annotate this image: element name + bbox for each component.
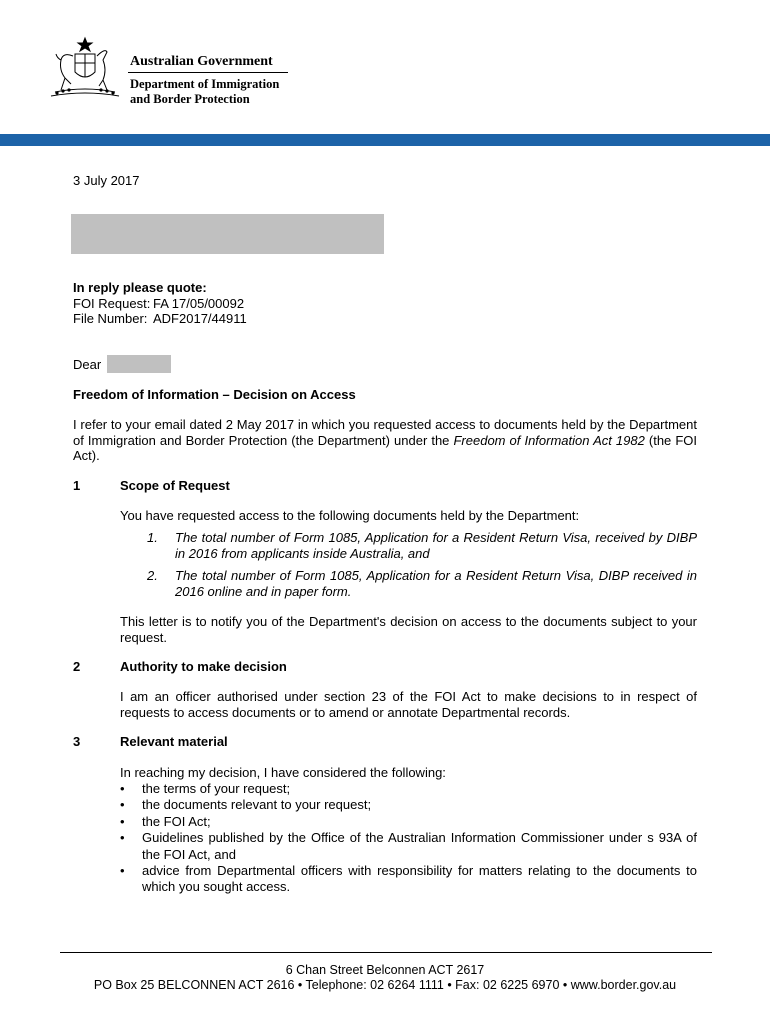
list-item: [120, 797, 697, 813]
section-2-title: Authority to make decision: [120, 659, 287, 674]
list-item: [120, 781, 697, 797]
bullet-icon: •: [120, 863, 125, 879]
request-item: [120, 568, 697, 599]
list-item: [120, 830, 697, 863]
relevant-material-list: [120, 781, 697, 896]
salutation: [73, 357, 101, 372]
coat-of-arms-icon: [45, 36, 125, 102]
letterhead-rule: [128, 72, 288, 73]
department-line-1: Department of Immigration: [130, 77, 280, 91]
list-item-text: the terms of your request;: [142, 781, 291, 796]
reply-heading: In reply please quote:: [73, 280, 207, 295]
request-item-number: 2.: [147, 568, 158, 584]
file-number-value: ADF2017/44911: [153, 311, 247, 327]
section-3-lead: In reaching my decision, I have considered the following:: [120, 765, 446, 780]
bullet-icon: •: [120, 781, 125, 796]
foi-request-label: FOI Request:: [73, 295, 151, 311]
redacted-name: [107, 355, 171, 373]
list-item-text: the documents relevant to your request;: [142, 797, 372, 813]
intro-text-2: (the FOI Act).: [73, 432, 698, 464]
foi-request-value: FA 17/05/00092: [153, 295, 245, 311]
list-item: [120, 863, 697, 896]
letter-subject: Freedom of Information – Decision on Access: [73, 387, 356, 402]
letter-date: 3 July 2017: [73, 173, 140, 188]
request-items: [120, 530, 697, 606]
request-item-number: 1.: [147, 530, 158, 545]
section-3-title: Relevant material: [120, 734, 228, 749]
section-2-body: I am an officer authorised under section 23 of the FOI Act to make decisions to in respect of requests to access documents or to amend or annotate Departmental records.: [120, 689, 697, 720]
foi-request-row: [73, 296, 247, 312]
intro-paragraph: [73, 417, 697, 464]
section-1-title: Scope of Request: [120, 478, 230, 493]
file-number-row: [73, 311, 247, 327]
department-line-2: and Border Protection: [130, 92, 250, 106]
department-name: [130, 77, 279, 107]
bullet-icon: •: [120, 797, 125, 813]
reply-reference: [73, 280, 247, 327]
list-item-text: the FOI Act;: [142, 813, 211, 829]
section-2-number: 2: [73, 659, 81, 674]
footer-rule: [60, 952, 712, 953]
act-name: Freedom of Information Act 1982: [453, 432, 645, 448]
footer-address: 6 Chan Street Belconnen ACT 2617: [285, 963, 485, 977]
salutation-text: Dear: [73, 357, 102, 372]
section-1-closing: This letter is to notify you of the Department's decision on access to the documents subject to your request.: [120, 614, 697, 645]
intro-text-1: I refer to your email dated 2 May 2017 in which you requested access to documents held by the Department of Immigration and Border Protection (the Department) under the: [73, 417, 697, 448]
footer-contact: PO Box 25 BELCONNEN ACT 2616 • Telephone: 02 6264 1111 • Fax: 02 6225 6970 • www.border.gov.au: [93, 978, 677, 992]
bullet-icon: •: [120, 830, 125, 846]
list-item: [120, 814, 697, 830]
header-accent-bar: [0, 134, 770, 146]
government-name: Australian Government: [130, 54, 273, 69]
list-item-text: Guidelines published by the Office of the Australian Information Commissioner under s 93A of the FOI Act, and: [142, 830, 697, 862]
bullet-icon: •: [120, 813, 125, 829]
section-1-number: 1: [73, 478, 81, 493]
request-item-text: The total number of Form 1085, Application for a Resident Return Visa, received by DIBP in 2016 from applicants inside Australia, and: [175, 530, 697, 561]
section-3-number: 3: [73, 734, 81, 749]
list-item-text: advice from Departmental officers with responsibility for matters relating to the documents to which you sought access.: [142, 863, 697, 895]
redacted-address: [71, 214, 384, 254]
request-item: [120, 530, 697, 561]
file-number-label: File Number:: [73, 311, 148, 327]
section-1-lead: You have requested access to the following documents held by the Department:: [120, 508, 580, 523]
letterhead: [45, 36, 305, 116]
request-item-text: The total number of Form 1085, Application for a Resident Return Visa, DIBP received in 2016 online and in paper form.: [175, 568, 697, 599]
